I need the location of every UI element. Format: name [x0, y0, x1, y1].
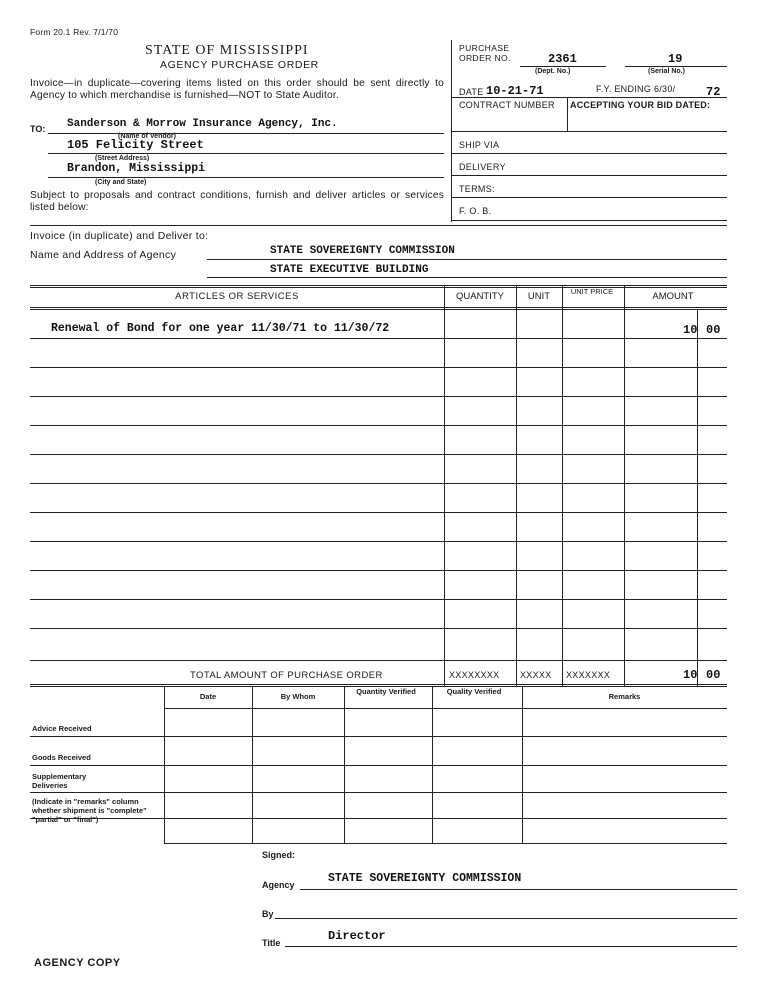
dept-number-caption: (Dept. No.) [535, 68, 571, 75]
invoice-instructions: Invoice—in duplicate—covering items listed on this order should be sent directly to Agency to which merchandise is furnished—NOT to State Auditor. [30, 78, 444, 101]
row-goods-received: Goods Received [32, 753, 91, 762]
fob-label: F. O. B. [459, 206, 492, 216]
total-unit-price: XXXXXXX [566, 670, 611, 680]
to-label: TO: [30, 124, 46, 134]
serial-number-caption: (Serial No.) [648, 68, 685, 75]
fy-label: F.Y. ENDING 6/30/ [596, 84, 676, 94]
street-caption: (Street Address) [95, 155, 150, 162]
item-amount-cents: 00 [706, 323, 721, 337]
col-unit: UNIT [527, 291, 551, 302]
serial-number: 19 [668, 52, 683, 66]
subject-text: Subject to proposals and contract conditions, furnish and deliver articles or services listed below: [30, 190, 444, 213]
bid-dated-label: ACCEPTING YOUR BID DATED: [570, 100, 711, 110]
sig-agency-label: Agency [262, 880, 295, 890]
rcol-date: Date [199, 692, 217, 701]
col-unit-price: UNIT PRICE [570, 287, 614, 296]
date-label: DATE [459, 87, 484, 97]
rcol-by-whom: By Whom [280, 692, 316, 701]
state-title: STATE OF MISSISSIPPI [145, 43, 309, 58]
fy-year: 72 [706, 85, 721, 99]
by-label: By [262, 909, 274, 919]
vendor-street: 105 Felicity Street [67, 138, 204, 152]
rcol-quality-verified: Quality Verified [446, 687, 502, 696]
total-unit: XXXXX [520, 670, 552, 680]
agency-address-label: Name and Address of Agency [30, 249, 177, 261]
contract-number-label: CONTRACT NUMBER [459, 100, 555, 110]
col-amount: AMOUNT [652, 291, 694, 302]
item-description: Renewal of Bond for one year 11/30/71 to 11/30/72 [51, 322, 390, 335]
item-amount-dollars: 10 [683, 323, 698, 337]
deliver-agency-line1: STATE SOVEREIGNTY COMMISSION [270, 245, 455, 257]
invoice-deliver-label: Invoice (in duplicate) and Deliver to: [30, 230, 209, 242]
deliver-agency-line2: STATE EXECUTIVE BUILDING [270, 264, 429, 276]
total-label: TOTAL AMOUNT OF PURCHASE ORDER [190, 670, 383, 681]
rcol-quantity-verified: Quantity Verified [356, 687, 416, 696]
col-quantity: QUANTITY [455, 291, 505, 302]
vendor-city: Brandon, Mississippi [67, 162, 206, 175]
title-value: Director [328, 929, 386, 943]
col-articles: ARTICLES OR SERVICES [175, 291, 299, 302]
signed-label: Signed: [262, 850, 295, 860]
agency-copy-label: AGENCY COPY [34, 957, 121, 969]
total-cents: 00 [706, 668, 721, 682]
form-title: AGENCY PURCHASE ORDER [160, 59, 319, 71]
dept-number: 2361 [548, 52, 577, 66]
title-label: Title [262, 938, 281, 948]
rcol-remarks: Remarks [608, 692, 641, 701]
terms-label: TERMS: [459, 184, 495, 194]
total-dollars: 10 [683, 668, 698, 682]
row-supplementary-deliveries: Supplementary Deliveries [32, 772, 87, 790]
city-caption: (City and State) [95, 179, 147, 186]
row-indicate-note: (Indicate in "remarks" column whether shipment is "complete" "partial" or "final") [32, 797, 147, 824]
order-date: 10-21-71 [486, 84, 544, 98]
vendor-name-caption: (Name of Vendor) [118, 133, 176, 140]
vendor-name: Sanderson & Morrow Insurance Agency, Inc. [67, 118, 338, 130]
row-advice-received: Advice Received [32, 724, 92, 733]
total-quantity: XXXXXXXX [449, 670, 500, 680]
delivery-label: DELIVERY [459, 162, 506, 172]
po-number-label: PURCHASE ORDER NO. [459, 43, 511, 63]
ship-via-label: SHIP VIA [459, 140, 500, 150]
sig-agency-value: STATE SOVEREIGNTY COMMISSION [328, 872, 522, 885]
form-number: Form 20.1 Rev. 7/1/70 [30, 27, 119, 37]
